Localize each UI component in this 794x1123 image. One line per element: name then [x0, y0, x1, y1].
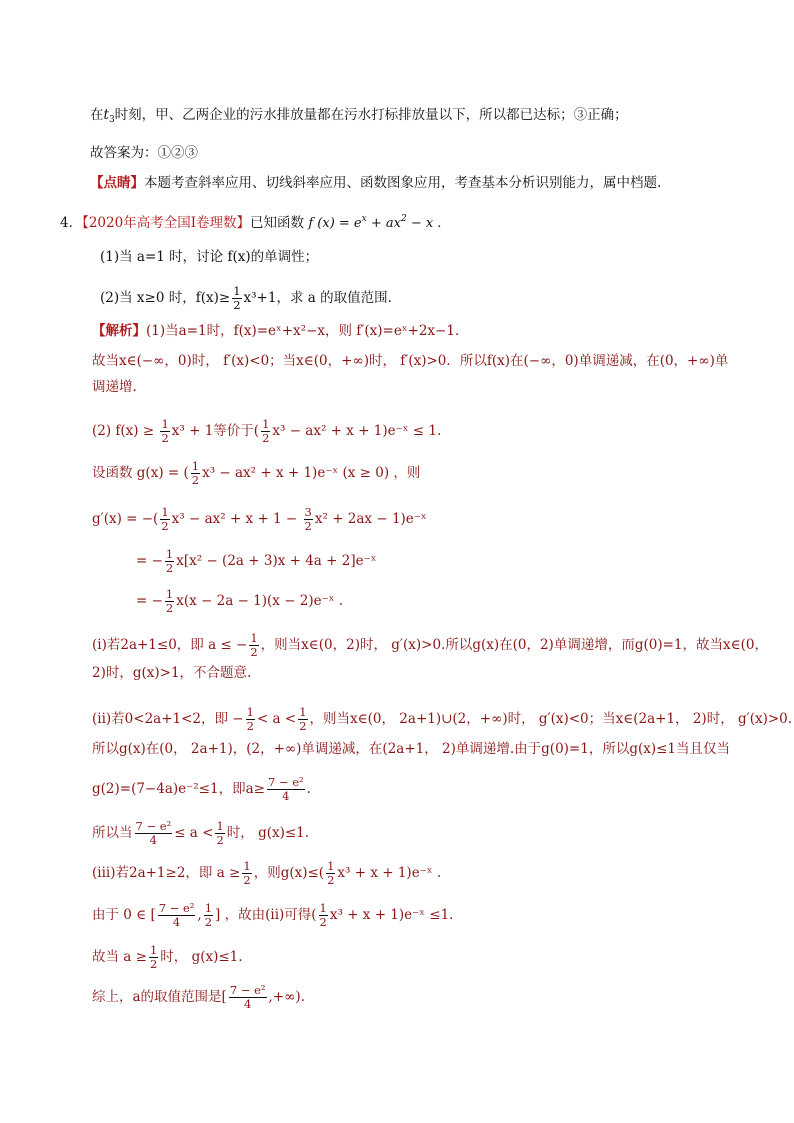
solution-line-5: 设函数 g(x) = ( $\frac{1}{2}$ x³ − ax² + x + 1)e⁻ˣ (x ≥ 0) ，则: [92, 459, 421, 487]
solution-line-3: 调递增.: [92, 379, 137, 395]
prev-solution-line: [90, 106, 628, 129]
comment-tag: 【点睛】: [90, 175, 144, 191]
text: 时刻，甲、乙两企业的污水排放量都在污水打标排放量以下，所以都已达标；③正确；: [114, 107, 628, 123]
solution-line-16: 由于 0 ∈ [ $\frac{\text{7 − e²}}{4}$ , $\frac{1}{2}$ ] ，故由(ii)可得( $\frac{1}{2}$ x³ + x + 1)e⁻ˣ ≤1.: [92, 901, 454, 929]
comment-line: [90, 174, 661, 192]
solution-line-11: (ii)若0<2a+1<2，即 − $\frac{1}{2}$ < a < $\frac{1}{2}$ ，则当x∈(0， 2a+1)∪(2，+∞)时， g′(x)<0；当x∈(2a+1， 2)时， g′(x)>0.: [92, 705, 793, 733]
t3-var: t: [103, 107, 109, 123]
part-1: (1)当 a=1 时，讨论 f(x)的单调性；: [100, 249, 319, 265]
solution-line-9: (i)若2a+1≤0，即 a ≤ − $\frac{1}{2}$ ，则当x∈(0，2)时， g′(x)>0.所以g(x)在(0，2)单调递增，而g(0)=1，故当x∈(0，: [92, 631, 768, 659]
solution-line-4: (2) f(x) ≥ $\frac{1}{2}$ x³ + 1等价于( $\frac{1}{2}$ x³ − ax² + x + 1)e⁻ˣ ≤ 1.: [92, 417, 442, 445]
solution-tag: 【解析】: [92, 323, 146, 339]
solution-line-10: 2)时，g(x)>1，不合题意.: [92, 665, 252, 681]
solution-line-13: g(2)=(7−4a)e⁻²≤1，即a≥ $\frac{\text{7 − e²}}{4}$ .: [92, 775, 311, 803]
solution-line-1: 【解析】(1)当a=1时，f(x)=eˣ+x²−x，则 f′(x)=eˣ+2x−1．: [92, 323, 469, 339]
solution-line-12: 所以g(x)在(0， 2a+1)，(2，+∞)单调递减，在(2a+1， 2)单调递增.由于g(0)=1，所以g(x)≤1当且仅当: [92, 741, 731, 757]
solution-line-6: g′(x) = −( $\frac{1}{2}$ x³ − ax² + x + 1 − $\frac{3}{2}$ x² + 2ax − 1)e⁻ˣ: [92, 505, 427, 533]
problem-number: 4．: [60, 215, 83, 231]
problem-header: [60, 210, 441, 233]
solution-line-14: 所以当 $\frac{\text{7 − e²}}{4}$ ≤ a < $\frac{1}{2}$ 时， g(x)≤1.: [92, 819, 310, 847]
t3-sub: 3: [108, 115, 115, 125]
solution-line-2: 故当x∈(−∞，0)时， f′(x)<0；当x∈(0，+∞)时， f′(x)>0．所以f(x)在(−∞，0)单调递减，在(0，+∞)单: [92, 353, 729, 369]
comment-text: 本题考查斜率应用、切线斜率应用、函数图象应用，考查基本分析识别能力，属中档题.: [144, 175, 662, 191]
solution-line-18: 综上，a的取值范围是[ $\frac{\text{7 − e²}}{4}$ ,+∞).: [92, 983, 305, 1011]
text: 在: [90, 107, 104, 123]
solution-line-17: 故当 a ≥ $\frac{1}{2}$ 时， g(x)≤1.: [92, 943, 243, 971]
function-formula: f $(x) = e^x + ax^2 - x$ .: [308, 214, 442, 231]
problem-stem: 已知函数: [250, 215, 305, 231]
fraction: $\frac{1}{2}$: [233, 284, 241, 312]
answer-line: 故答案为：①②③: [90, 145, 198, 161]
problem-source: 【2020年高考全国Ⅰ卷理数】: [82, 215, 251, 231]
solution-line-8: = − $\frac{1}{2}$ x(x − 2a − 1)(x − 2)e⁻ˣ .: [136, 587, 344, 615]
part-2: (2)当 x≥0 时，f(x)≥ $\frac{1}{2}$ x³+1，求 a 的取值范围.: [100, 284, 392, 312]
solution-line-7: = − $\frac{1}{2}$ x[x² − (2a + 3)x + 4a + 2]e⁻ˣ: [136, 547, 377, 575]
solution-line-15: (iii)若2a+1≥2，即 a ≥ $\frac{1}{2}$ ，则g(x)≤( $\frac{1}{2}$ x³ + x + 1)e⁻ˣ .: [92, 859, 442, 887]
